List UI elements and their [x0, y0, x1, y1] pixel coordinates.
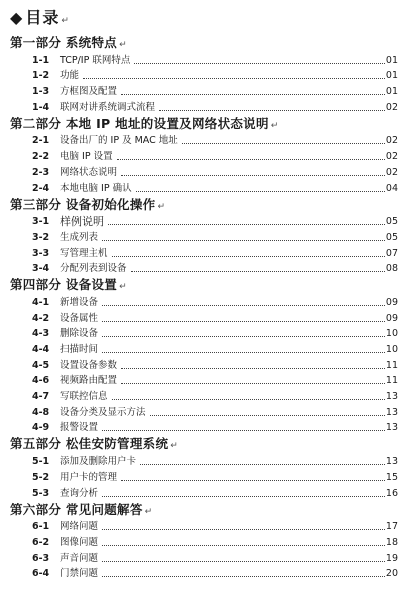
entry-title: 删除设备	[60, 328, 99, 340]
dot-leader	[102, 240, 385, 241]
toc-entry[interactable]	[8, 420, 400, 436]
entry-page-number: 08	[385, 263, 398, 275]
entry-title: 设备出厂的 IP 及 MAC 地址	[60, 135, 178, 147]
dot-leader	[102, 576, 385, 577]
entry-title: 添加及删除用户卡	[60, 456, 137, 468]
toc-entry[interactable]	[8, 294, 400, 310]
dot-leader	[121, 175, 385, 176]
entry-title: 设置设备参数	[60, 359, 118, 371]
entry-number: 5-3	[32, 487, 50, 499]
entry-number: 4-8	[32, 406, 50, 418]
entry-page-number: 19	[385, 552, 398, 564]
toc-title-text: 目录	[25, 8, 60, 27]
entry-page-number: 13	[385, 406, 398, 418]
entry-page-number: 01	[385, 70, 398, 82]
entry-number: 1-3	[32, 86, 50, 98]
paragraph-mark-icon: ↵	[61, 16, 70, 26]
paragraph-mark-icon: ↵	[119, 40, 127, 50]
entry-number: 4-2	[32, 312, 50, 324]
entry-number: 1-1	[32, 54, 50, 66]
entry-title: 视频路由配置	[60, 375, 118, 387]
entry-title: 电脑 IP 设置	[60, 151, 113, 163]
entry-title: 图像问题	[60, 536, 99, 548]
entry-page-number: 15	[385, 471, 398, 483]
dot-leader	[134, 63, 385, 64]
toc-entry[interactable]	[8, 326, 400, 342]
toc-entry[interactable]	[8, 534, 400, 550]
entry-number: 4-3	[32, 328, 50, 340]
part-heading[interactable]	[10, 196, 400, 213]
dot-leader	[182, 143, 385, 144]
dot-leader	[102, 545, 385, 546]
entry-number: 2-3	[32, 166, 50, 178]
entry-title: 声音问题	[60, 552, 99, 564]
paragraph-mark-icon: ↵	[157, 201, 166, 212]
part-heading[interactable]	[10, 501, 400, 518]
dot-leader	[102, 529, 385, 530]
entry-page-number: 18	[385, 536, 398, 548]
dot-leader	[159, 110, 385, 111]
entry-title: 本地电脑 IP 确认	[60, 182, 132, 194]
toc-entry[interactable]	[8, 357, 400, 373]
entry-page-number: 02	[385, 166, 398, 178]
paragraph-mark-icon: ↵	[270, 120, 279, 131]
entry-title: 生成列表	[60, 231, 99, 243]
toc-entry[interactable]	[8, 566, 400, 582]
dot-leader	[102, 305, 385, 306]
dot-leader	[102, 496, 385, 497]
dot-leader	[140, 464, 385, 465]
entry-page-number: 09	[385, 296, 398, 308]
toc-entry[interactable]	[8, 229, 400, 245]
entry-number: 3-3	[32, 247, 50, 259]
dot-leader	[121, 480, 385, 481]
entry-page-number: 02	[385, 135, 398, 147]
dot-leader	[102, 430, 385, 431]
toc-entry[interactable]	[8, 99, 400, 115]
entry-number: 6-4	[32, 568, 50, 580]
part-heading[interactable]	[10, 276, 400, 293]
entry-title: 查询分析	[60, 487, 99, 499]
dot-leader	[102, 321, 385, 322]
entry-page-number: 05	[385, 216, 398, 228]
entry-page-number: 05	[385, 231, 398, 243]
toc-entry[interactable]	[8, 148, 400, 164]
entry-number: 4-7	[32, 391, 50, 403]
entry-page-number: 20	[385, 568, 398, 580]
part-heading-text: 第一部分 系统特点	[10, 35, 118, 50]
entry-number: 4-5	[32, 359, 50, 371]
entry-title: 样例说明	[60, 215, 104, 229]
entry-page-number: 04	[385, 182, 398, 194]
entry-number: 6-2	[32, 536, 50, 548]
toc-entry[interactable]	[8, 245, 400, 261]
part-heading[interactable]	[10, 115, 400, 132]
entry-number: 1-4	[32, 101, 50, 113]
entry-page-number: 01	[385, 86, 398, 98]
entry-title: 用户卡的管理	[60, 471, 118, 483]
dot-leader	[108, 224, 385, 225]
entry-number: 4-6	[32, 375, 50, 387]
entry-page-number: 16	[385, 487, 398, 499]
toc-entry[interactable]	[8, 404, 400, 420]
dot-leader	[121, 368, 385, 369]
entry-page-number: 13	[385, 391, 398, 403]
entry-page-number: 07	[385, 247, 398, 259]
part-heading-text: 第六部分 常见问题解答	[10, 501, 143, 517]
toc-entry[interactable]	[8, 52, 400, 68]
part-heading-text: 第三部分 设备初始化操作	[10, 196, 156, 212]
entry-number: 5-1	[32, 456, 50, 468]
entry-number: 2-2	[32, 151, 50, 163]
dot-leader	[112, 256, 385, 257]
dot-leader	[102, 352, 385, 353]
entry-number: 6-1	[32, 521, 50, 533]
paragraph-mark-icon: ↵	[119, 282, 127, 293]
dot-leader	[131, 271, 385, 272]
entry-title: 设备分类及显示方法	[60, 406, 146, 418]
entry-page-number: 13	[385, 422, 398, 434]
entry-page-number: 09	[385, 312, 398, 324]
dot-leader	[112, 399, 385, 400]
dot-leader	[121, 94, 385, 95]
dot-leader	[150, 415, 385, 416]
entry-title: 联网对讲系统调式流程	[60, 101, 156, 113]
entry-page-number: 13	[385, 456, 398, 468]
entry-page-number: 02	[385, 101, 398, 113]
entry-number: 4-9	[32, 422, 50, 434]
entry-page-number: 17	[385, 521, 398, 533]
entry-page-number: 02	[385, 151, 398, 163]
paragraph-mark-icon: ↵	[144, 506, 153, 517]
toc-entry[interactable]	[8, 68, 400, 84]
toc-entry[interactable]	[8, 550, 400, 566]
dot-leader	[102, 336, 385, 337]
entry-page-number: 10	[385, 328, 398, 340]
entry-title: 写管理主机	[60, 247, 108, 259]
part-heading[interactable]	[10, 34, 400, 51]
entry-number: 2-1	[32, 135, 50, 147]
entry-title: 网络问题	[60, 521, 99, 533]
part-heading-text: 第四部分 设备设置	[10, 277, 118, 293]
entry-title: 门禁问题	[60, 568, 99, 580]
toc-entry[interactable]	[8, 310, 400, 326]
entry-number: 3-2	[32, 231, 50, 243]
entry-page-number: 01	[385, 54, 398, 66]
entry-page-number: 11	[385, 375, 398, 387]
entry-title: TCP/IP 联网特点	[60, 54, 131, 66]
toc-entry[interactable]	[8, 261, 400, 277]
entry-title: 设备属性	[60, 312, 99, 324]
toc-entry[interactable]	[8, 83, 400, 99]
dot-leader	[102, 561, 385, 562]
entry-title: 功能	[60, 70, 80, 82]
entry-number: 3-4	[32, 263, 50, 275]
part-heading-text: 第五部分 松佳安防管理系统	[10, 436, 169, 452]
dot-leader	[136, 191, 385, 192]
toc-entry[interactable]	[8, 373, 400, 389]
toc-entry[interactable]	[8, 469, 400, 485]
toc-body	[8, 34, 400, 581]
entry-title: 写联控信息	[60, 391, 108, 403]
part-heading[interactable]	[10, 435, 400, 452]
entry-title: 报警设置	[60, 422, 99, 434]
toc-title	[10, 6, 400, 30]
entry-number: 3-1	[32, 216, 50, 228]
entry-number: 5-2	[32, 471, 50, 483]
dot-leader	[121, 383, 385, 384]
toc-entry[interactable]	[8, 388, 400, 404]
toc-entry[interactable]	[8, 214, 400, 230]
entry-title: 分配列表到设备	[60, 263, 127, 275]
entry-title: 新增设备	[60, 296, 99, 308]
entry-page-number: 10	[385, 344, 398, 355]
entry-number: 1-2	[32, 70, 50, 82]
toc-entry[interactable]	[8, 341, 400, 357]
entry-page-number: 11	[385, 359, 398, 371]
dot-leader	[83, 78, 385, 79]
entry-title: 方框图及配置	[60, 86, 118, 98]
entry-number: 4-4	[32, 344, 50, 355]
entry-number: 6-3	[32, 552, 50, 564]
toc-entry[interactable]	[8, 485, 400, 501]
paragraph-mark-icon: ↵	[170, 441, 179, 452]
toc-entry[interactable]	[8, 164, 400, 180]
diamond-bullet-icon: ◆	[10, 8, 24, 27]
dot-leader	[117, 159, 385, 160]
entry-title: 扫描时间	[60, 344, 99, 355]
toc-entry[interactable]	[8, 519, 400, 535]
entry-title: 网络状态说明	[60, 166, 118, 178]
entry-number: 4-1	[32, 296, 50, 308]
entry-number: 2-4	[32, 182, 50, 194]
toc-entry[interactable]	[8, 133, 400, 149]
toc-entry[interactable]	[8, 180, 400, 196]
toc-entry[interactable]	[8, 453, 400, 469]
part-heading-text: 第二部分 本地 IP 地址的设置及网络状态说明	[10, 115, 269, 131]
